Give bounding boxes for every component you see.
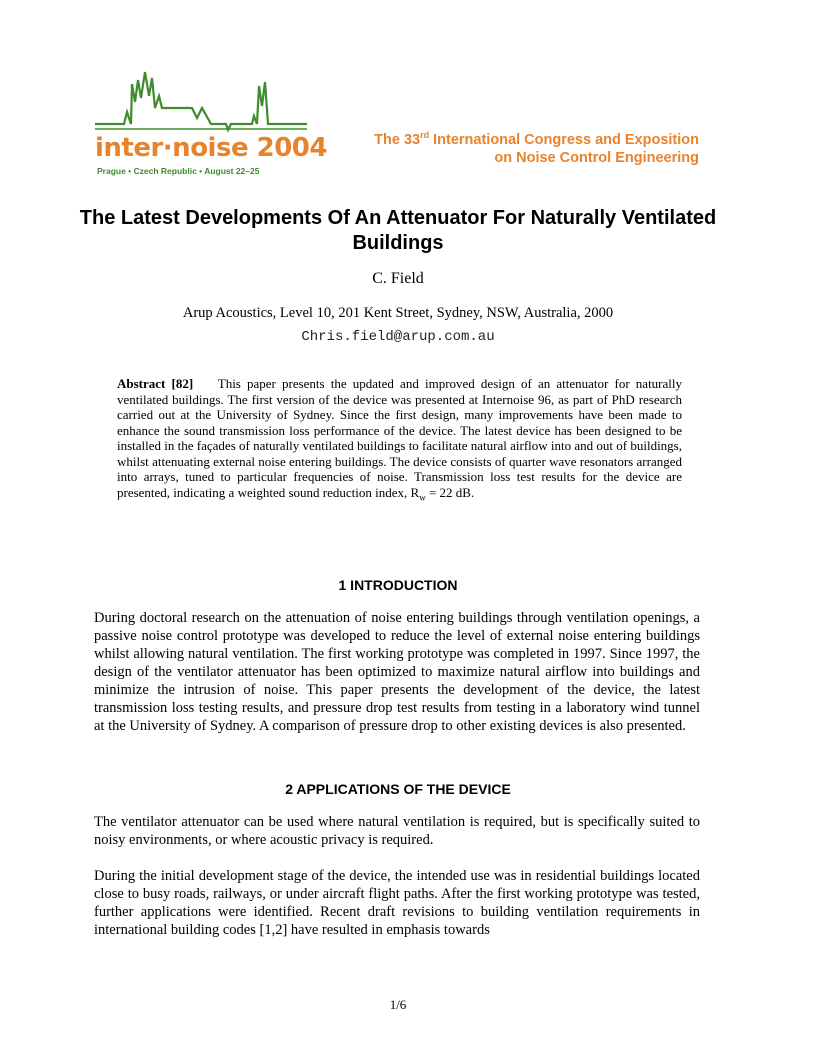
section-heading-introduction: 1 INTRODUCTION — [338, 577, 458, 593]
abstract-subscript: w — [419, 492, 426, 503]
conference-logo — [94, 68, 327, 180]
skyline-graphic — [94, 68, 312, 140]
ordinal-superscript: rd — [420, 130, 430, 141]
paragraph: The ventilator attenuator can be used where natural ventilation is required, but is specifically suited to noisy environments, or where acoustic privacy is required. — [94, 814, 700, 848]
congress-line-2: on Noise Control Engineering — [494, 150, 699, 166]
page-number: 1/6 — [389, 997, 407, 1012]
abstract — [117, 376, 682, 506]
author-name: C. Field — [372, 270, 424, 287]
author-email: Chris.field@arup.com.au — [301, 329, 495, 345]
paper-title: The Latest Developments Of An Attenuator For Naturally Ventilated Buildings — [79, 207, 717, 254]
paragraph: During the initial development stage of the device, the intended use was in residential buildings located close to busy roads, railways, or under aircraft flight paths. After the first working prototype was tested, further applications were identified. Recent draft revisions to building ventilation requirements in international building codes [1,2] have resulted in emphasis towards — [94, 868, 700, 938]
congress-title — [374, 131, 699, 167]
paragraph: During doctoral research on the attenuation of noise entering buildings through ventilation openings, a passive noise control prototype was developed to reduce the level of external noise entering buildings whilst allowing natural ventilation. The first working prototype was completed in 1997. Since 1997, the design of the ventilator attenuator has been optimized to maximize natural airflow into buildings and minimize the intrusion of noise. This paper presents the development of the device, the latest transmission loss testing results, and pressure drop test results from testing in a laboratory wind tunnel at the University of Sydney. A comparison of pressure drop to other existing devices is also presented. — [94, 610, 700, 734]
congress-line-1: The 33rd International Congress and Exposition — [374, 130, 699, 148]
abstract-label: Abstract [82] — [117, 376, 194, 391]
abstract-end: = 22 dB. — [425, 484, 475, 500]
logo-wordmark: inter·noise 2004 — [95, 133, 327, 163]
author-affiliation: Arup Acoustics, Level 10, 201 Kent Street, Sydney, NSW, Australia, 2000 — [182, 305, 614, 321]
abstract-text: This paper presents the updated and improved design of an attenuator for naturally ventilated buildings. The first version of the device was presented at Internoise 96, as part of PhD research carried out at the University of Sydney. Since the first design, many improvements have been made to enhance the sound transmission loss performance of the device. The latest device has been designed to be installed in the façades of naturally ventilated buildings to facilitate natural airflow into and out of buildings, whilst attenuating external noise entering buildings. The device consists of quarter wave resonators arranged into arrays, tuned to particular frequencies of noise. Transmission loss test results for the device are presented, indicating a weighted sound reduction index, R — [117, 376, 682, 500]
logo-subtitle: Prague • Czech Republic • August 22–25 — [97, 166, 260, 176]
section-heading-applications: 2 APPLICATIONS OF THE DEVICE — [285, 781, 511, 797]
